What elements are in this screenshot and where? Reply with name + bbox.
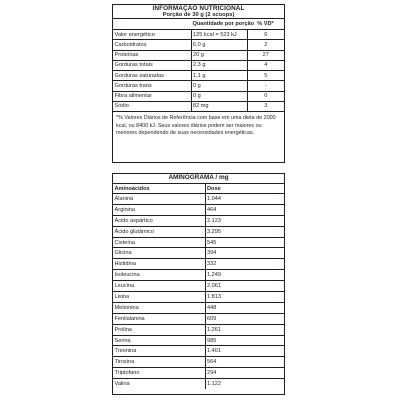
nutrient-name: Valor energético [113, 30, 191, 40]
amino-row [113, 194, 284, 205]
amino-dose: 464 [205, 204, 284, 215]
nutrient-name: Proteínas [113, 50, 191, 60]
nutrient-vd: 27 [247, 50, 284, 60]
amino-row [113, 292, 284, 303]
nutrient-row [113, 30, 284, 40]
nutrient-name: Fibra alimentar [113, 91, 191, 101]
nutrient-row [113, 60, 284, 70]
nutrient-amount: 6,0 g [191, 40, 247, 50]
nutrient-amount: 125 kcal = 523 kJ [191, 30, 247, 40]
amino-row [113, 313, 284, 324]
amino-dose: 2.061 [205, 281, 284, 292]
nutrient-name: Sódio [113, 101, 191, 111]
nutrient-vd: 5 [247, 71, 284, 81]
amino-name: Treonina [113, 346, 205, 357]
amino-name: Serina [113, 335, 205, 346]
nutrient-vd: 4 [247, 60, 284, 70]
amino-name: Tirosina [113, 357, 205, 368]
amino-row [113, 237, 284, 248]
amino-dose: 3.295 [205, 226, 284, 237]
amino-row [113, 357, 284, 368]
amino-row [113, 226, 284, 237]
amino-dose: 609 [205, 313, 284, 324]
amino-name: Arginina [113, 204, 205, 215]
amino-name: Isoleucina [113, 270, 205, 281]
amino-name: Ácido glutâmico [113, 226, 205, 237]
amino-name: Metionina [113, 302, 205, 313]
nutrient-name: Carboidratos [113, 40, 191, 50]
amino-dose: 1.044 [205, 194, 284, 205]
nutrient-name: Gorduras saturadas [113, 71, 191, 81]
nutrient-row [113, 71, 284, 81]
amino-row [113, 379, 284, 389]
amino-row [113, 215, 284, 226]
amino-name: Leucina [113, 281, 205, 292]
amino-name: Valina [113, 379, 205, 389]
nutrition-footnote: *% Valores Diários de Referência com base em uma dieta de 2000 kcal, ou 8400 kJ. Seus valores diários podem ser maiores ou menores dependendo de suas necessidades energéticas. [113, 111, 284, 138]
amino-dose: 1.261 [205, 324, 284, 335]
amino-row [113, 302, 284, 313]
amino-name: Histidina [113, 259, 205, 270]
amino-row [113, 204, 284, 215]
nutrition-header-row [113, 19, 284, 30]
nutrient-row [113, 40, 284, 50]
nutrient-amount: 0 g [191, 91, 247, 101]
amino-name: Ácido aspártico [113, 215, 205, 226]
header-amino: Aminoácidos [113, 184, 205, 194]
nutrient-name: Gorduras trans [113, 81, 191, 91]
amino-name: Lisina [113, 292, 205, 303]
aminogram-table [113, 184, 284, 389]
amino-dose: 1.813 [205, 292, 284, 303]
amino-dose: 448 [205, 302, 284, 313]
nutrient-name: Gorduras totais [113, 60, 191, 70]
nutrient-row [113, 81, 284, 91]
header-dose: Dose [205, 184, 284, 194]
amino-row [113, 259, 284, 270]
amino-name: Cisteína [113, 237, 205, 248]
amino-dose: 1.401 [205, 346, 284, 357]
aminogram-header-row [113, 184, 284, 194]
amino-row [113, 270, 284, 281]
aminogram-title: AMINOGRAMA / mg [113, 174, 284, 184]
nutrient-amount: 20 g [191, 50, 247, 60]
nutrient-vd: - [247, 81, 284, 91]
nutrient-row [113, 50, 284, 60]
amino-dose: 985 [205, 335, 284, 346]
nutrient-row [113, 101, 284, 111]
aminogram-rows [113, 194, 284, 390]
nutrient-vd: 3 [247, 101, 284, 111]
nutrient-vd: 6 [247, 30, 284, 40]
nutrition-table [113, 18, 284, 111]
amino-dose: 394 [205, 248, 284, 259]
nutrient-amount: 0 g [191, 81, 247, 91]
amino-row [113, 324, 284, 335]
amino-name: Alanina [113, 194, 205, 205]
amino-row [113, 368, 284, 379]
amino-name: Triptofano [113, 368, 205, 379]
nutrition-title: INFORMAÇÃO NUTRICIONAL [152, 5, 245, 12]
amino-dose: 564 [205, 357, 284, 368]
amino-dose: 545 [205, 237, 284, 248]
aminogram-panel [112, 173, 285, 395]
nutrient-amount: 1,1 g [191, 71, 247, 81]
amino-name: Glicina [113, 248, 205, 259]
header-vd: % VD* [247, 19, 284, 30]
nutrient-row [113, 91, 284, 101]
header-spacer [113, 19, 191, 30]
amino-name: Fenilalanina [113, 313, 205, 324]
amino-name: Prolina [113, 324, 205, 335]
serving-size: Porção de 30 g (2 scoops) [162, 12, 235, 18]
amino-dose: 332 [205, 259, 284, 270]
nutrient-vd: 2 [247, 40, 284, 50]
nutrient-amount: 82 mg [191, 101, 247, 111]
nutrition-rows [113, 30, 284, 112]
amino-dose: 1.122 [205, 379, 284, 389]
amino-row [113, 346, 284, 357]
nutrition-facts-panel [112, 4, 285, 163]
header-quantity: Quantidade por porção [191, 19, 247, 30]
amino-row [113, 281, 284, 292]
amino-dose: 2.123 [205, 215, 284, 226]
amino-dose: 294 [205, 368, 284, 379]
amino-row [113, 248, 284, 259]
nutrient-amount: 2,3 g [191, 60, 247, 70]
amino-dose: 1.249 [205, 270, 284, 281]
nutrient-vd: 0 [247, 91, 284, 101]
amino-row [113, 335, 284, 346]
